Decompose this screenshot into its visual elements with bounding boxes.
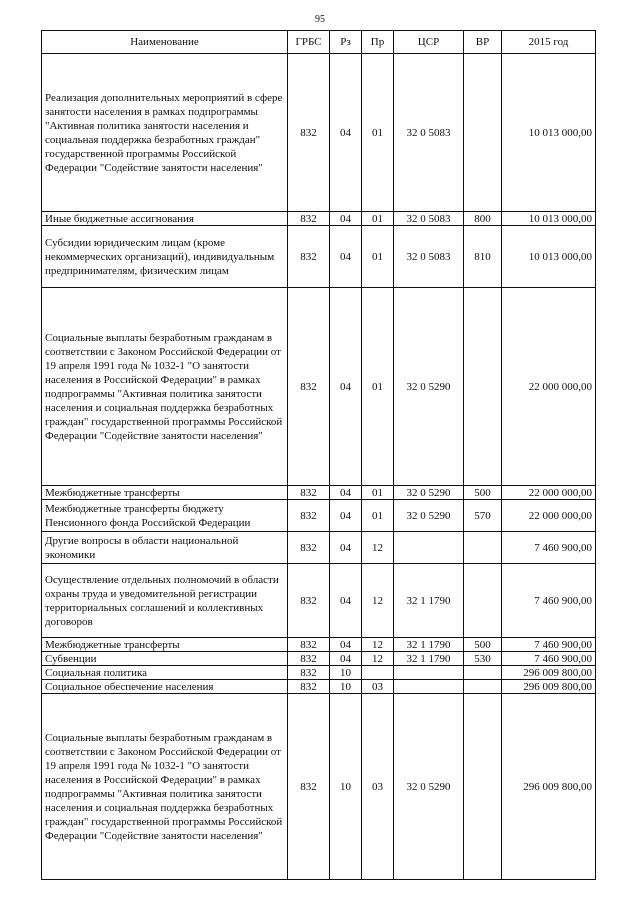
row-grbs: 832 [288, 226, 330, 288]
header-vr: ВР [464, 31, 502, 54]
header-grbs: ГРБС [288, 31, 330, 54]
row-csr: 32 0 5083 [394, 54, 464, 212]
row-name: Социальное обеспечение населения [42, 680, 288, 694]
table-row [42, 564, 596, 638]
row-rz: 10 [330, 680, 362, 694]
table-row [42, 652, 596, 666]
row-rz: 04 [330, 564, 362, 638]
row-rz: 04 [330, 288, 362, 486]
table-row [42, 54, 596, 212]
row-name: Иные бюджетные ассигнования [42, 212, 288, 226]
row-vr [464, 680, 502, 694]
row-vr [464, 532, 502, 564]
table-row [42, 226, 596, 288]
row-csr [394, 532, 464, 564]
row-vr [464, 288, 502, 486]
row-pr: 01 [362, 54, 394, 212]
row-amount: 296 009 800,00 [502, 666, 596, 680]
table-row [42, 288, 596, 486]
row-pr: 01 [362, 500, 394, 532]
row-grbs: 832 [288, 54, 330, 212]
row-name: Социальная политика [42, 666, 288, 680]
row-grbs: 832 [288, 212, 330, 226]
row-vr: 500 [464, 486, 502, 500]
row-amount: 7 460 900,00 [502, 638, 596, 652]
row-rz: 10 [330, 666, 362, 680]
row-grbs: 832 [288, 638, 330, 652]
row-csr [394, 666, 464, 680]
table-row [42, 638, 596, 652]
header-rz: Рз [330, 31, 362, 54]
row-pr: 01 [362, 212, 394, 226]
row-vr [464, 54, 502, 212]
budget-table [41, 30, 596, 880]
row-vr: 570 [464, 500, 502, 532]
row-csr: 32 1 1790 [394, 652, 464, 666]
row-grbs: 832 [288, 680, 330, 694]
row-pr: 01 [362, 288, 394, 486]
row-grbs: 832 [288, 652, 330, 666]
row-pr: 03 [362, 694, 394, 880]
row-csr: 32 0 5290 [394, 694, 464, 880]
row-name: Социальные выплаты безработным гражданам в соответствии с Законом Российской Федерации от 19 апреля 1991 года № 1032-1 "О занятости населения в Российской Федерации" в рамках подпрограммы "Активная политика занятости населения и социальная поддержка безработных граждан" государственной программы Российской Федерации "Содействие занятости населения" [42, 288, 288, 486]
row-amount: 7 460 900,00 [502, 564, 596, 638]
table-row [42, 680, 596, 694]
row-amount: 10 013 000,00 [502, 212, 596, 226]
row-rz: 04 [330, 486, 362, 500]
row-name: Межбюджетные трансферты бюджету Пенсионного фонда Российской Федерации [42, 500, 288, 532]
row-vr: 800 [464, 212, 502, 226]
row-pr: 12 [362, 532, 394, 564]
table-row [42, 486, 596, 500]
row-rz: 04 [330, 212, 362, 226]
table-row [42, 212, 596, 226]
table-row [42, 500, 596, 532]
row-grbs: 832 [288, 500, 330, 532]
row-grbs: 832 [288, 694, 330, 880]
row-grbs: 832 [288, 486, 330, 500]
row-name: Осуществление отдельных полномочий в области охраны труда и уведомительной регистрации территориальных соглашений и коллективных договоров [42, 564, 288, 638]
row-vr [464, 666, 502, 680]
row-grbs: 832 [288, 532, 330, 564]
row-amount: 22 000 000,00 [502, 500, 596, 532]
row-pr: 12 [362, 652, 394, 666]
row-csr [394, 680, 464, 694]
table-row [42, 694, 596, 880]
row-rz: 04 [330, 500, 362, 532]
row-amount: 7 460 900,00 [502, 532, 596, 564]
page-number: 95 [315, 14, 325, 25]
row-name: Межбюджетные трансферты [42, 638, 288, 652]
header-pr: Пр [362, 31, 394, 54]
header-year: 2015 год [502, 31, 596, 54]
row-amount: 10 013 000,00 [502, 226, 596, 288]
row-pr [362, 666, 394, 680]
table-row [42, 666, 596, 680]
row-vr: 810 [464, 226, 502, 288]
row-csr: 32 0 5083 [394, 226, 464, 288]
row-pr: 01 [362, 226, 394, 288]
row-rz: 10 [330, 694, 362, 880]
row-amount: 22 000 000,00 [502, 486, 596, 500]
row-rz: 04 [330, 226, 362, 288]
row-csr: 32 0 5290 [394, 486, 464, 500]
row-amount: 10 013 000,00 [502, 54, 596, 212]
row-csr: 32 1 1790 [394, 638, 464, 652]
row-vr [464, 694, 502, 880]
row-amount: 22 000 000,00 [502, 288, 596, 486]
row-csr: 32 1 1790 [394, 564, 464, 638]
row-vr [464, 564, 502, 638]
row-grbs: 832 [288, 288, 330, 486]
row-name: Другие вопросы в области национальной экономики [42, 532, 288, 564]
row-grbs: 832 [288, 666, 330, 680]
row-name: Субсидии юридическим лицам (кроме некоммерческих организаций), индивидуальным предпринимателям, физическим лицам [42, 226, 288, 288]
row-csr: 32 0 5290 [394, 288, 464, 486]
row-name: Реализация дополнительных мероприятий в сфере занятости населения в рамках подпрограммы "Активная политика занятости населения и социальная поддержка безработных граждан" государственной программы Российской Федерации "Содействие занятости населения" [42, 54, 288, 212]
row-pr: 03 [362, 680, 394, 694]
row-name: Субвенции [42, 652, 288, 666]
row-name: Межбюджетные трансферты [42, 486, 288, 500]
row-pr: 01 [362, 486, 394, 500]
row-csr: 32 0 5290 [394, 500, 464, 532]
header-csr: ЦСР [394, 31, 464, 54]
row-grbs: 832 [288, 564, 330, 638]
table-header-row [42, 31, 596, 54]
row-rz: 04 [330, 652, 362, 666]
row-pr: 12 [362, 638, 394, 652]
header-name: Наименование [42, 31, 288, 54]
row-vr: 530 [464, 652, 502, 666]
row-amount: 7 460 900,00 [502, 652, 596, 666]
row-amount: 296 009 800,00 [502, 694, 596, 880]
row-rz: 04 [330, 638, 362, 652]
row-csr: 32 0 5083 [394, 212, 464, 226]
row-rz: 04 [330, 532, 362, 564]
table-row [42, 532, 596, 564]
row-vr: 500 [464, 638, 502, 652]
row-rz: 04 [330, 54, 362, 212]
row-name: Социальные выплаты безработным гражданам в соответствии с Законом Российской Федерации от 19 апреля 1991 года № 1032-1 "О занятости населения в Российской Федерации" в рамках подпрограммы "Активная политика занятости населения и социальная поддержка безработных граждан" государственной программы Российской Федерации "Содействие занятости населения" [42, 694, 288, 880]
row-amount: 296 009 800,00 [502, 680, 596, 694]
row-pr: 12 [362, 564, 394, 638]
